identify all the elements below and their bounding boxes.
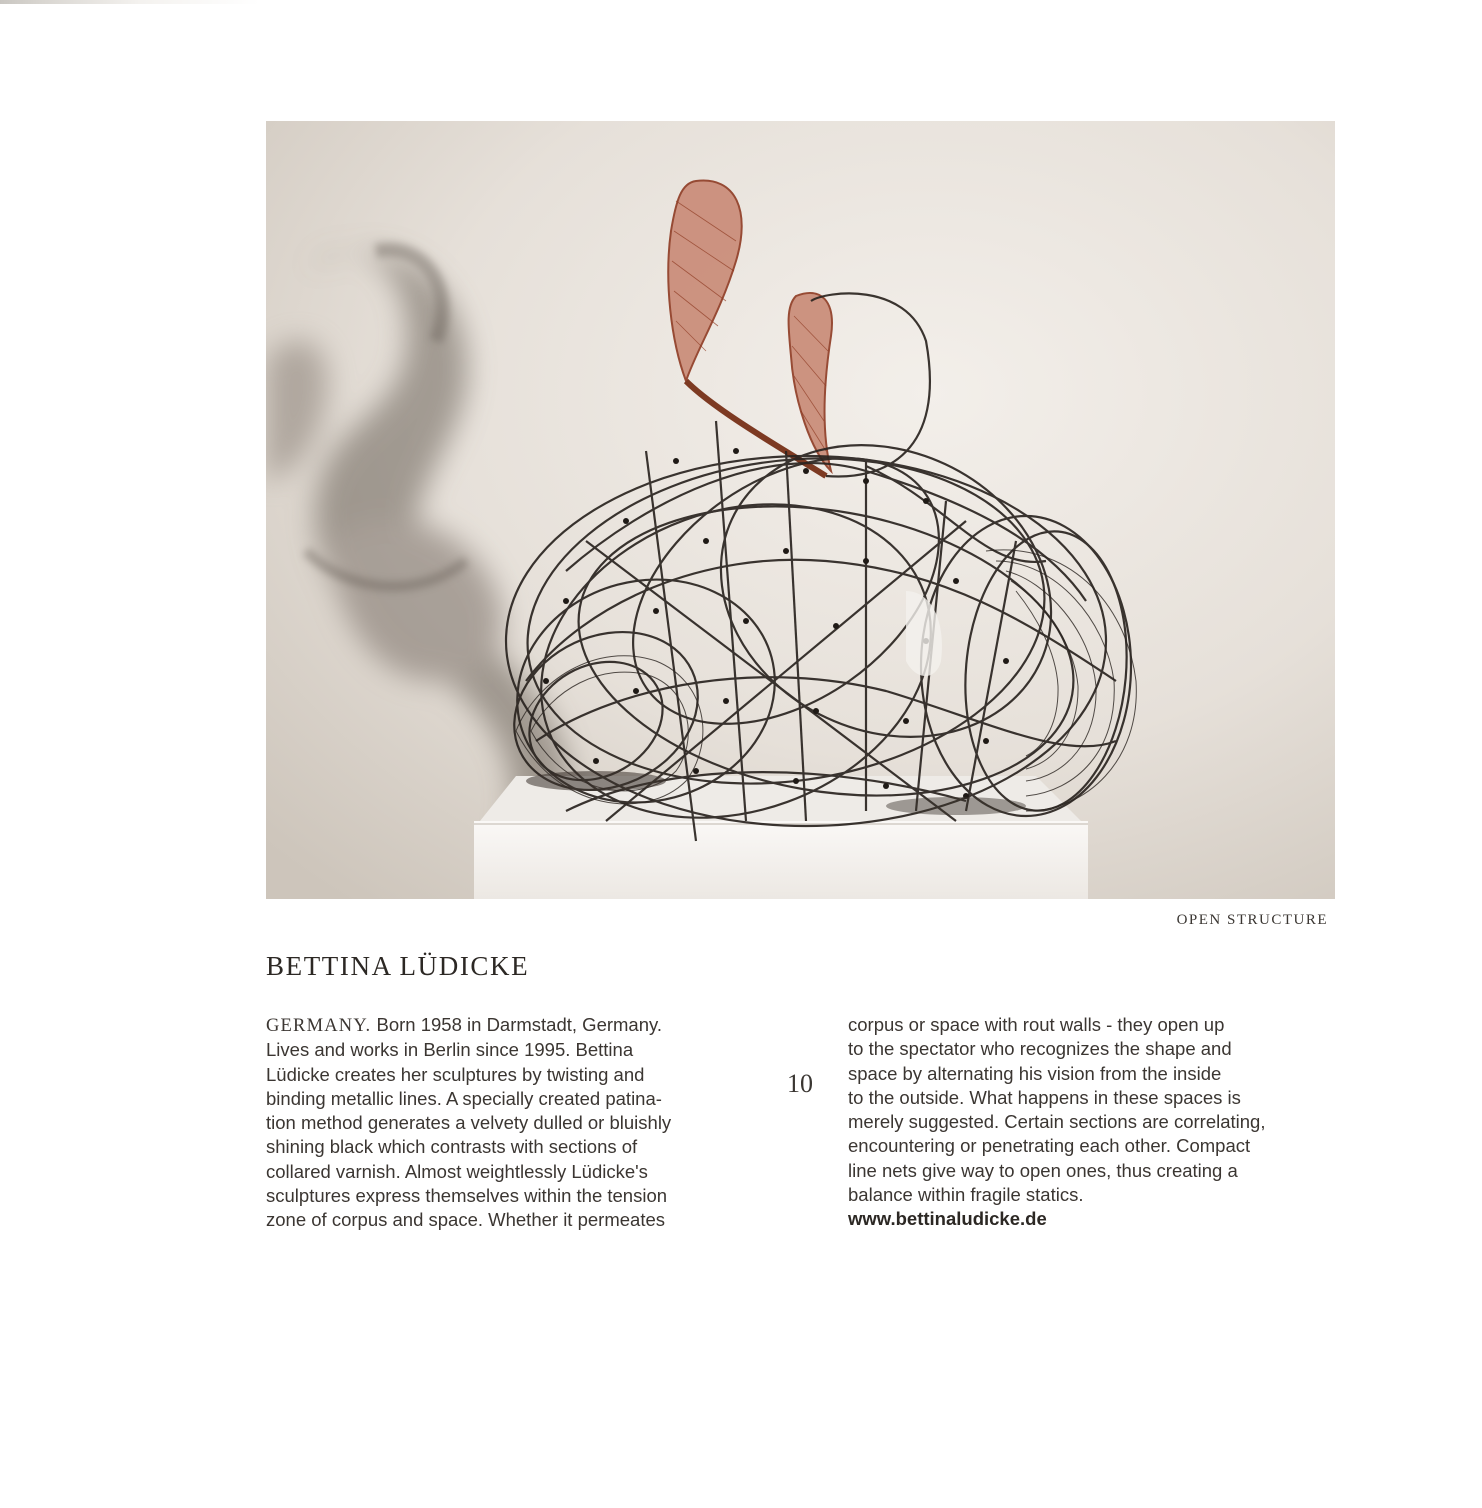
sculpture-photo-art xyxy=(266,121,1335,899)
bio-line: balance within fragile statics. xyxy=(848,1184,1084,1206)
bio-line: tion method generates a velvety dulled or bluishly xyxy=(266,1112,672,1134)
sculpture-photo xyxy=(266,121,1335,899)
photo-caption: OPEN STRUCTURE xyxy=(1176,912,1328,928)
bio-line: zone of corpus and space. Whether it permeates xyxy=(266,1209,665,1231)
bio-right-column xyxy=(848,1013,1265,1232)
bio-line: to the outside. What happens in these spaces is xyxy=(848,1086,1241,1108)
artist-name: BETTINA LÜDICKE xyxy=(266,951,530,981)
bio-line: to the spectator who recognizes the shape and xyxy=(848,1038,1232,1060)
bio-line: binding metallic lines. A specially created patina- xyxy=(266,1087,662,1109)
bio-line: line nets give way to open ones, thus creating a xyxy=(848,1159,1238,1181)
bio-line: Lüdicke creates her sculptures by twisting and xyxy=(266,1063,645,1085)
bio-line: collared varnish. Almost weightlessly Lüdicke's xyxy=(266,1160,648,1182)
bio-line: merely suggested. Certain sections are correlating, xyxy=(848,1111,1266,1133)
bio-line: shining black which contrasts with sections of xyxy=(266,1136,638,1158)
bio-line: corpus or space with rout walls - they open up xyxy=(848,1014,1225,1035)
bio-line: encountering or penetrating each other. Compact xyxy=(848,1135,1251,1157)
bio-left-column xyxy=(266,1013,671,1233)
website-link[interactable]: www.bettinaludicke.de xyxy=(848,1208,1047,1230)
pedestal xyxy=(474,776,1088,899)
bio-line: Lives and works in Berlin since 1995. Bettina xyxy=(266,1039,634,1061)
bio-line: GERMANY. Born 1958 in Darmstadt, Germany. xyxy=(266,1014,663,1036)
page-number: 10 xyxy=(787,1069,813,1098)
page-edge xyxy=(0,0,1482,4)
bio-line: sculptures express themselves within the tension xyxy=(266,1185,668,1207)
country-label: GERMANY. xyxy=(266,1016,372,1036)
bio-line: space by alternating his vision from the inside xyxy=(848,1062,1222,1084)
